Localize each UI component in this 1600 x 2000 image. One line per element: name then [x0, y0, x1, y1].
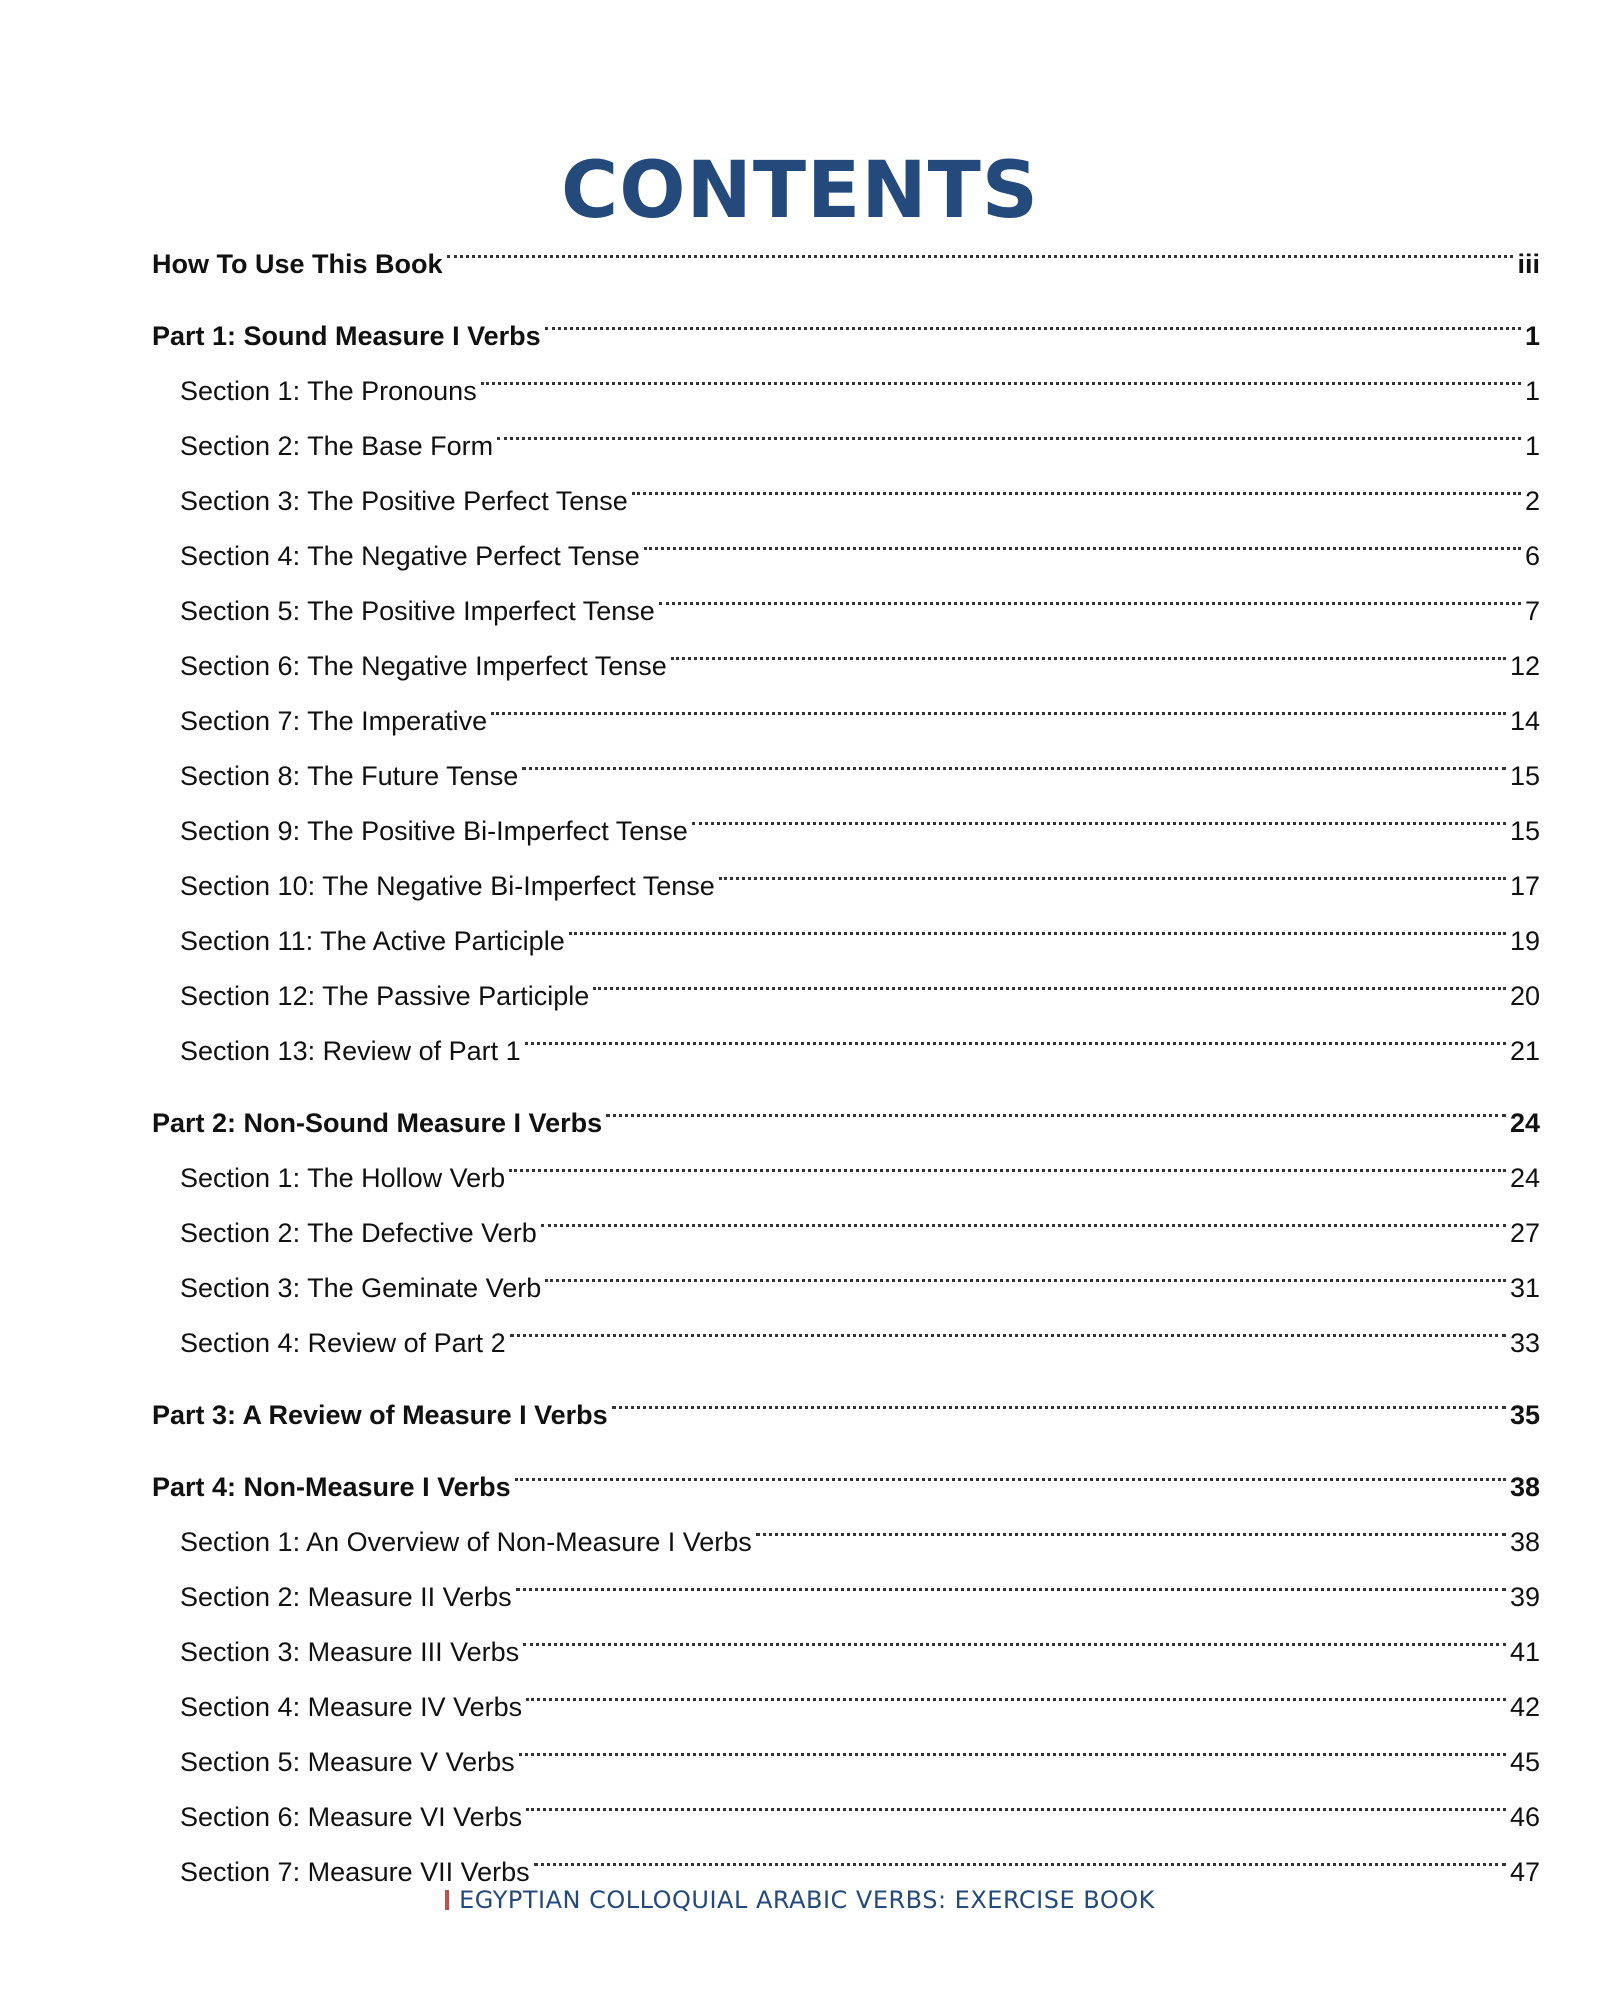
toc-dot-leader	[632, 455, 1521, 510]
table-of-contents	[152, 218, 1540, 1887]
toc-entry-label: Section 9: The Positive Bi-Imperfect Tense	[180, 816, 688, 846]
toc-dot-leader	[526, 1661, 1506, 1716]
toc-dot-leader	[526, 1771, 1506, 1826]
toc-page-number: 1	[1524, 431, 1540, 461]
toc-page-number: 21	[1509, 1036, 1540, 1066]
toc-part-entry[interactable]	[152, 1077, 1540, 1138]
toc-page-number: 14	[1509, 706, 1540, 736]
toc-entry-label: Part 4: Non-Measure I Verbs	[152, 1472, 511, 1502]
toc-entry-label: Section 4: Measure IV Verbs	[180, 1692, 523, 1722]
toc-page-number: 1	[1524, 321, 1540, 351]
toc-page-number: 41	[1509, 1637, 1540, 1667]
toc-dot-leader	[534, 1826, 1506, 1881]
toc-dot-leader	[719, 840, 1506, 895]
toc-dot-leader	[497, 400, 1521, 455]
toc-dot-leader	[541, 1187, 1506, 1242]
toc-dot-leader	[569, 895, 1506, 950]
toc-entry-label: Section 8: The Future Tense	[180, 761, 519, 791]
toc-entry-label: Part 3: A Review of Measure I Verbs	[152, 1400, 608, 1430]
toc-dot-leader	[522, 730, 1506, 785]
toc-page-number: 24	[1509, 1163, 1540, 1193]
toc-entry-label: Section 3: The Positive Perfect Tense	[180, 486, 628, 516]
toc-page-number: iii	[1517, 249, 1540, 279]
toc-entry-label: Section 7: Measure VII Verbs	[180, 1857, 530, 1887]
toc-dot-leader	[545, 290, 1521, 345]
toc-page-number: 27	[1509, 1218, 1540, 1248]
toc-page-number: 38	[1509, 1527, 1540, 1557]
toc-entry-label: Section 7: The Imperative	[180, 706, 488, 736]
toc-entry-label: Section 11: The Active Participle	[180, 926, 565, 956]
toc-part-entry[interactable]	[152, 1441, 1540, 1502]
toc-part-entry[interactable]	[152, 290, 1540, 351]
toc-part-entry[interactable]	[152, 218, 1540, 279]
toc-page-number: 19	[1509, 926, 1540, 956]
toc-page-number: 45	[1509, 1747, 1540, 1777]
toc-entry-label: Section 5: The Positive Imperfect Tense	[180, 596, 655, 626]
toc-page-number: 12	[1509, 651, 1540, 681]
toc-page-number: 1	[1524, 376, 1540, 406]
toc-entry-label: Part 2: Non-Sound Measure I Verbs	[152, 1108, 603, 1138]
toc-entry-label: Part 1: Sound Measure I Verbs	[152, 321, 541, 351]
toc-page-number: 2	[1524, 486, 1540, 516]
toc-page-number: 17	[1509, 871, 1540, 901]
toc-entry-label: Section 3: The Geminate Verb	[180, 1273, 542, 1303]
toc-dot-leader	[447, 218, 1514, 273]
page-title: CONTENTS	[561, 146, 1039, 237]
toc-dot-leader	[659, 565, 1521, 620]
toc-entry-label: Section 2: Measure II Verbs	[180, 1582, 512, 1612]
toc-page-number: 7	[1524, 596, 1540, 626]
toc-page-number: 47	[1509, 1857, 1540, 1887]
toc-page-number: 33	[1509, 1328, 1540, 1358]
toc-page-number: 6	[1524, 541, 1540, 571]
toc-page-number: 24	[1509, 1108, 1540, 1138]
toc-entry-label: Section 10: The Negative Bi-Imperfect Tense	[180, 871, 715, 901]
toc-entry-label: Section 6: The Negative Imperfect Tense	[180, 651, 667, 681]
toc-entry-label: Section 1: The Pronouns	[180, 376, 477, 406]
toc-page-number: 15	[1509, 761, 1540, 791]
toc-page-number: 38	[1509, 1472, 1540, 1502]
toc-entry-label: Section 3: Measure III Verbs	[180, 1637, 520, 1667]
toc-dot-leader	[491, 675, 1506, 730]
toc-entry-label: Section 12: The Passive Participle	[180, 981, 590, 1011]
toc-dot-leader	[606, 1077, 1506, 1132]
toc-entry-label: Section 13: Review of Part 1	[180, 1036, 521, 1066]
toc-entry-label: Section 1: An Overview of Non-Measure I Verbs	[180, 1527, 752, 1557]
toc-dot-leader	[692, 785, 1506, 840]
toc-dot-leader	[523, 1606, 1506, 1661]
toc-entry-label: Section 5: Measure V Verbs	[180, 1747, 515, 1777]
toc-page-number: 35	[1509, 1400, 1540, 1430]
footer-book-title: EGYPTIAN COLLOQUIAL ARABIC VERBS: EXERCISE BOOK	[459, 1886, 1155, 1914]
toc-page-number: 20	[1509, 981, 1540, 1011]
toc-part-entry[interactable]	[152, 1369, 1540, 1430]
toc-dot-leader	[545, 1242, 1506, 1297]
toc-dot-leader	[612, 1369, 1506, 1424]
toc-dot-leader	[593, 950, 1506, 1005]
toc-entry-label: Section 1: The Hollow Verb	[180, 1163, 506, 1193]
toc-dot-leader	[756, 1496, 1506, 1551]
toc-entry-label: Section 2: The Defective Verb	[180, 1218, 537, 1248]
toc-dot-leader	[515, 1441, 1506, 1496]
toc-dot-leader	[516, 1551, 1506, 1606]
toc-entry-label: Section 4: Review of Part 2	[180, 1328, 506, 1358]
toc-page-number: 42	[1509, 1692, 1540, 1722]
toc-dot-leader	[519, 1716, 1506, 1771]
toc-entry-label: Section 2: The Base Form	[180, 431, 494, 461]
toc-dot-leader	[510, 1297, 1506, 1352]
toc-entry-label: How To Use This Book	[152, 249, 443, 279]
toc-page-number: 46	[1509, 1802, 1540, 1832]
footer-accent-bar	[445, 1890, 449, 1910]
toc-page-number: 31	[1509, 1273, 1540, 1303]
toc-entry-label: Section 6: Measure VI Verbs	[180, 1802, 523, 1832]
toc-page-number: 15	[1509, 816, 1540, 846]
toc-entry-label: Section 4: The Negative Perfect Tense	[180, 541, 640, 571]
toc-dot-leader	[481, 345, 1521, 400]
toc-page-number: 39	[1509, 1582, 1540, 1612]
toc-dot-leader	[525, 1005, 1506, 1060]
page-footer	[0, 1886, 1600, 1914]
toc-dot-leader	[644, 510, 1521, 565]
toc-dot-leader	[509, 1132, 1506, 1187]
toc-dot-leader	[671, 620, 1506, 675]
